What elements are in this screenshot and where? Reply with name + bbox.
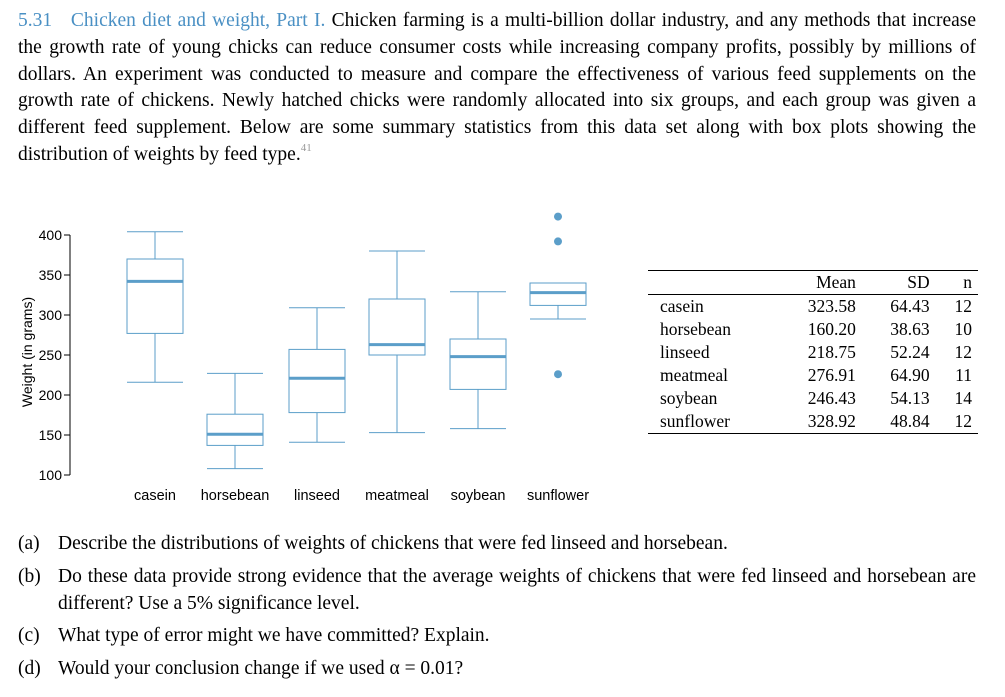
- x-tick-label-casein: casein: [134, 488, 176, 504]
- question-item: [18, 656, 976, 683]
- table-cell: 323.58: [807, 296, 856, 316]
- iqr-box: [207, 414, 263, 445]
- y-tick-label-150: 150: [38, 427, 62, 443]
- table-row: [648, 341, 978, 364]
- box-horsebean: [207, 373, 263, 468]
- footnote-marker: 41: [300, 141, 312, 154]
- questions-list: [18, 531, 976, 689]
- y-tick-label-200: 200: [38, 387, 62, 403]
- x-tick-label-linseed: linseed: [294, 488, 340, 504]
- question-item: [18, 564, 976, 618]
- question-letter: (d): [18, 658, 41, 680]
- box-plot-chart: [0, 200, 620, 520]
- box-soybean: [450, 292, 506, 429]
- question-item: [18, 531, 976, 558]
- table-cell: 12: [954, 342, 972, 362]
- box-casein: [127, 232, 183, 382]
- y-tick-label-250: 250: [38, 347, 62, 363]
- table-cell: 14: [954, 388, 972, 408]
- x-tick-label-horsebean: horsebean: [200, 488, 270, 504]
- table-row-label: meatmeal: [660, 365, 729, 385]
- table-cell: 218.75: [807, 342, 856, 362]
- table-cell: 246.43: [807, 388, 856, 408]
- table-cell: 10: [954, 319, 972, 339]
- question-text: What type of error might we have committed? Explain.: [58, 625, 490, 647]
- table-row: [648, 364, 978, 387]
- table-cell: 54.13: [890, 388, 930, 408]
- table-header-mean: Mean: [776, 271, 862, 295]
- problem-body: Chicken farming is a multi-billion dollar industry, and any methods that increase the growth rate of young chicks can reduce consumer costs while increasing company profits, possibly by millions of dollars. An experiment was conducted to measure and compare the effectiveness of various feed supplements on the growth rate of chickens. Newly hatched chicks were randomly allocated into six groups, and each group was given a different feed supplement. Below are some summary statistics from this data set along with box plots showing the distribution of weights by feed type.: [18, 10, 976, 165]
- y-tick-label-400: 400: [38, 227, 62, 243]
- outlier-point: [554, 370, 562, 378]
- y-tick-label-300: 300: [38, 307, 62, 323]
- table-cell: 64.43: [890, 296, 930, 316]
- x-axis-labels: [134, 488, 589, 504]
- table-cell: 38.63: [890, 319, 930, 339]
- table-row: [648, 295, 978, 319]
- question-letter: (a): [18, 533, 40, 554]
- table-cell: 64.90: [890, 365, 930, 385]
- outlier-point: [554, 213, 562, 221]
- question-item: [18, 623, 976, 650]
- table-body: [648, 295, 978, 434]
- box-linseed: [289, 308, 345, 442]
- x-tick-label-sunflower: sunflower: [526, 488, 590, 504]
- table-row-label: casein: [660, 296, 704, 316]
- iqr-box: [530, 283, 586, 305]
- question-text: Describe the distributions of weights of chickens that were fed linseed and horsebean.: [58, 533, 728, 554]
- boxes-group: [127, 213, 586, 469]
- iqr-box: [127, 259, 183, 333]
- y-axis-label: Weight (in grams): [19, 296, 35, 408]
- outlier-point: [554, 237, 562, 245]
- x-tick-label-soybean: soybean: [450, 488, 506, 504]
- table-cell: 48.84: [862, 410, 936, 434]
- problem-title: Chicken diet and weight, Part I.: [70, 10, 326, 31]
- table-cell: 11: [955, 365, 972, 385]
- table-header-n: n: [936, 271, 978, 295]
- table-row-label: linseed: [660, 342, 710, 362]
- table-cell: 12: [954, 296, 972, 316]
- table-header-sd: SD: [862, 271, 936, 295]
- problem-number: 5.31: [18, 10, 53, 31]
- box-sunflower: [530, 213, 586, 379]
- summary-statistics-table: [648, 270, 978, 434]
- table-cell: 328.92: [776, 410, 862, 434]
- question-letter: (c): [18, 625, 40, 647]
- table-cell: 12: [936, 410, 978, 434]
- table-header-row: [648, 271, 978, 295]
- problem-statement: [18, 8, 976, 169]
- question-letter: (b): [18, 565, 41, 587]
- y-axis: [39, 227, 70, 483]
- iqr-box: [289, 349, 345, 412]
- iqr-box: [450, 339, 506, 389]
- table-cell: 52.24: [890, 342, 930, 362]
- question-text: Would your conclusion change if we used α = 0.01?: [58, 658, 464, 680]
- table-cell: 276.91: [807, 365, 856, 385]
- x-tick-label-meatmeal: meatmeal: [365, 488, 429, 504]
- table-row: [648, 318, 978, 341]
- y-tick-label-100: 100: [38, 467, 62, 483]
- table-row: [648, 410, 978, 434]
- box-meatmeal: [369, 251, 425, 433]
- question-text: Do these data provide strong evidence that the average weights of chickens that were fed linseed and horsebean are different? Use a 5% significance level.: [58, 565, 976, 614]
- iqr-box: [369, 299, 425, 355]
- table-cell: 160.20: [807, 319, 856, 339]
- y-tick-label-350: 350: [38, 267, 62, 283]
- table-row: [648, 387, 978, 410]
- table-row-label: soybean: [660, 388, 718, 408]
- table-row-label: sunflower: [648, 410, 776, 434]
- table-row-label: horsebean: [660, 319, 731, 339]
- table-header-group: [648, 271, 776, 295]
